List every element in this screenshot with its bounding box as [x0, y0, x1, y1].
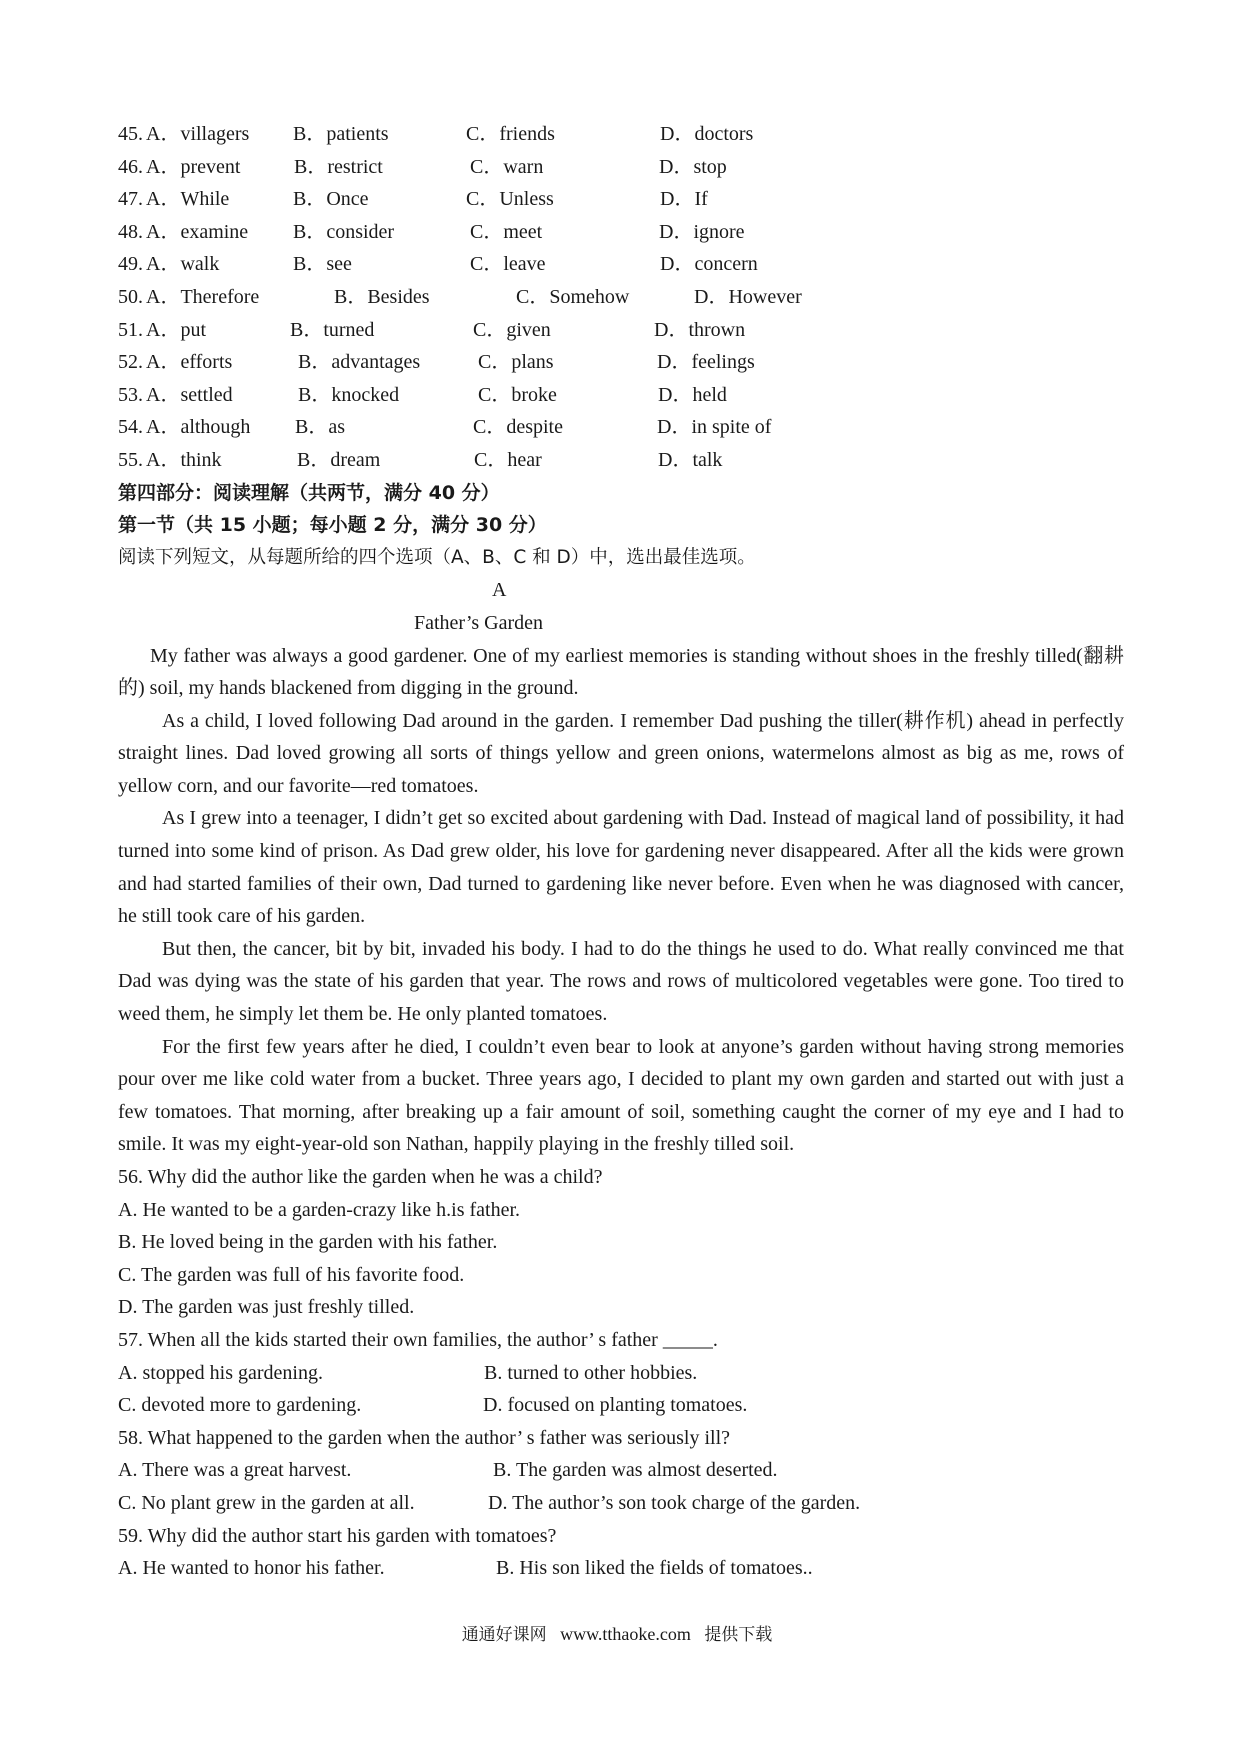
option-d: D．talk	[658, 448, 723, 471]
question-number: 53.	[118, 383, 143, 406]
question-number: 49.	[118, 253, 143, 276]
option-a: A．put	[146, 318, 206, 341]
question-stem: 58. What happened to the garden when the author’ s father was seriously ill?	[118, 1426, 731, 1449]
option-b: B．dream	[297, 448, 381, 471]
option-c: C．given	[473, 318, 551, 341]
option-a: A．prevent	[146, 155, 241, 178]
option-d: D．stop	[659, 155, 727, 178]
option-d: D．However	[694, 285, 802, 308]
option-b: B．as	[295, 416, 345, 439]
option-row-51	[118, 314, 1124, 347]
choice-a: A. He wanted to be a garden-crazy like h.is father.	[118, 1198, 521, 1221]
option-c: C．friends	[466, 123, 555, 145]
question-number: 52.	[118, 351, 143, 374]
question-59	[118, 1520, 1124, 1585]
page-footer	[0, 1620, 1234, 1649]
passage-paragraph-4: But then, the cancer, bit by bit, invaded his body. I had to do the things he used to do. What really convinced me that Dad was dying was the state of his garden that year. The rows and rows of multicolored vegetables were gone. Too tired to weed them, he simply let them be. He only planted tomatoes.	[118, 937, 1124, 1026]
option-b: B．patients	[293, 123, 389, 145]
question-number: 54.	[118, 416, 143, 439]
option-d: D．held	[658, 383, 727, 406]
question-number: 48.	[118, 220, 143, 243]
section-subtitle: 第一节（共 15 小题；每小题 2 分，满分 30 分）	[118, 514, 547, 537]
option-d: D．ignore	[659, 220, 745, 243]
passage-title: Father’s Garden	[414, 611, 544, 634]
question-number: 45.	[118, 123, 143, 145]
part-title: 第四部分：阅读理解（共两节，满分 40 分）	[118, 481, 500, 504]
choice-d: D. The author’s son took charge of the garden.	[488, 1491, 861, 1514]
question-stem: 57. When all the kids started their own families, the author’ s father _____.	[118, 1328, 718, 1351]
option-c: C．meet	[470, 220, 543, 243]
option-b: B．turned	[290, 318, 375, 341]
choice-row-cd	[118, 1487, 1124, 1520]
option-c: C．despite	[473, 416, 563, 439]
option-row-54	[118, 411, 1124, 444]
option-a: A．walk	[146, 253, 220, 276]
option-a: A．settled	[146, 383, 233, 406]
option-a: A．although	[146, 416, 251, 439]
option-c: C．Somehow	[516, 285, 630, 308]
question-number: 50.	[118, 285, 143, 308]
option-b: B．advantages	[298, 351, 421, 374]
option-c: C．warn	[470, 155, 544, 178]
question-57	[118, 1324, 1124, 1422]
footer-suffix: 提供下载	[704, 1625, 773, 1645]
question-number: 47.	[118, 188, 143, 211]
choice-b: B. The garden was almost deserted.	[493, 1459, 778, 1482]
option-b: B．restrict	[294, 155, 383, 178]
choice-row-ab	[118, 1357, 1124, 1390]
option-row-52	[118, 346, 1124, 379]
instruction-text: 阅读下列短文，从每题所给的四个选项（A、B、C 和 D）中，选出最佳选项。	[118, 546, 756, 568]
option-c: C．Unless	[466, 188, 554, 211]
option-d: D．thrown	[654, 318, 746, 341]
option-b: B．Besides	[334, 285, 430, 308]
option-row-55	[118, 444, 1124, 477]
option-d: D．in spite of	[657, 416, 772, 439]
option-row-48	[118, 216, 1124, 249]
choice-b: B. He loved being in the garden with his father.	[118, 1231, 498, 1254]
passage-paragraph-2: As a child, I loved following Dad around in the garden. I remember Dad pushing the tiller(耕作机) ahead in perfectly straight lines. Dad loved growing all sorts of things yellow and green onions, watermelons almost as big as me, rows of yellow corn, and our favorite—red tomatoes.	[118, 709, 1124, 797]
question-number: 51.	[118, 318, 143, 341]
option-a: A．think	[146, 448, 222, 471]
question-56	[118, 1161, 1124, 1324]
option-c: C．broke	[478, 383, 557, 406]
choice-d: D. The garden was just freshly tilled.	[118, 1296, 415, 1319]
option-a: A．villagers	[146, 123, 250, 145]
choice-row-ab	[118, 1552, 1124, 1585]
option-a: A．Therefore	[146, 285, 260, 308]
option-row-49	[118, 248, 1124, 281]
option-b: B．consider	[293, 220, 395, 243]
option-a: A．examine	[146, 220, 249, 243]
option-b: B．Once	[293, 188, 369, 211]
choice-c: C. devoted more to gardening.	[118, 1394, 362, 1417]
option-row-50	[118, 281, 1124, 314]
passage-letter: A	[492, 579, 507, 602]
option-d: D．feelings	[657, 351, 755, 374]
option-a: A．efforts	[146, 351, 233, 374]
option-d: D．concern	[660, 253, 758, 276]
cloze-options	[118, 118, 1124, 477]
option-c: C．plans	[478, 351, 554, 374]
option-b: B．see	[293, 253, 352, 276]
exam-page	[118, 118, 1124, 1585]
option-d: D．doctors	[660, 123, 754, 145]
question-number: 55.	[118, 448, 143, 471]
option-b: B．knocked	[298, 383, 400, 406]
question-stem: 59. Why did the author start his garden with tomatoes?	[118, 1524, 557, 1547]
question-stem: 56. Why did the author like the garden when he was a child?	[118, 1166, 603, 1188]
option-row-53	[118, 379, 1124, 412]
option-c: C．leave	[470, 253, 546, 276]
choice-a: A. There was a great harvest.	[118, 1459, 352, 1482]
choice-b: B. His son liked the fields of tomatoes..	[496, 1557, 813, 1580]
option-a: A．While	[146, 188, 230, 211]
choice-row-cd	[118, 1389, 1124, 1422]
option-row-47	[118, 183, 1124, 216]
option-row-45	[118, 118, 1124, 151]
choice-c: C. No plant grew in the garden at all.	[118, 1491, 415, 1514]
passage-paragraph-5: For the first few years after he died, I couldn’t even bear to look at anyone’s garden without having strong memories pour over me like cold water from a bucket. Three years ago, I decided to plant my own garden and started out with just a few tomatoes. That morning, after breaking up a fair amount of soil, something caught the corner of my eye and I had to smile. It was my eight-year-old son Nathan, happily playing in the freshly tilled soil.	[118, 1035, 1124, 1156]
choice-a: A. stopped his gardening.	[118, 1361, 323, 1384]
option-row-46	[118, 151, 1124, 184]
option-c: C．hear	[474, 448, 542, 471]
choice-b: B. turned to other hobbies.	[484, 1361, 698, 1384]
footer-site-name: 通通好课网	[461, 1625, 547, 1645]
passage-paragraph-3: As I grew into a teenager, I didn’t get so excited about gardening with Dad. Instead of magical land of possibility, it had turned into some kind of prison. As Dad grew older, his love for gardening never disappeared. After all the kids were grown and had started families of their own, Dad turned to gardening like never before. Even when he was diagnosed with cancer, he still took care of his garden.	[118, 807, 1124, 928]
option-d: D．If	[660, 188, 708, 211]
choice-a: A. He wanted to honor his father.	[118, 1557, 385, 1580]
question-number: 46.	[118, 155, 143, 178]
question-58	[118, 1422, 1124, 1520]
choice-d: D. focused on planting tomatoes.	[483, 1394, 748, 1417]
choice-row-ab	[118, 1454, 1124, 1487]
footer-url[interactable]: www.tthaoke.com	[560, 1624, 691, 1644]
choice-c: C. The garden was full of his favorite food.	[118, 1263, 465, 1286]
passage-paragraph-1: My father was always a good gardener. One of my earliest memories is standing without shoes in the freshly tilled(翻耕的) soil, my hands blackened from digging in the ground.	[118, 644, 1124, 700]
